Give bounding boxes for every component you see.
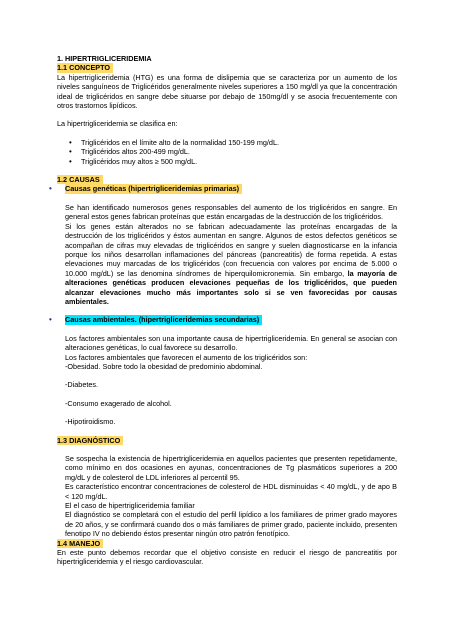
causas-heading: 1.2 CAUSAS (57, 175, 103, 184)
ambientales-paragraph-2: Los factores ambientales que favorecen el aumento de los triglicéridos son: (65, 352, 308, 362)
geneticas-paragraph-2-bold: la mayoría de alteraciones genéticas producen elevaciones pequeñas de los triglicéridos, que pueden alcanzar elevaciones mucho más importantes solo si se ven favorecidas por causas ambientales. (65, 268, 397, 306)
list-item: -Obesidad. Sobre todo la obesidad de predominio abdominal. (65, 361, 263, 371)
geneticas-paragraph-1: Se han identificado numerosos genes responsables del aumento de los triglicéridos en sangre. En general estos genes fabrican proteínas que están encargadas de la destrucción de los triglicéridos. (65, 202, 397, 222)
bullet-icon: • (49, 184, 52, 194)
document-body (49, 54, 397, 567)
list-item: -Hipotiroidismo. (65, 417, 116, 427)
list-item: • Triglicéridos en el límite alto de la normalidad 150-199 mg/dL. (81, 138, 397, 147)
diagnostico-paragraph-2: Es característico encontrar concentraciones de colesterol de HDL disminuidas < 40 mg/dL, y de apo B < 120 mg/dL. (65, 482, 397, 501)
manejo-heading: 1.4 MANEJO (57, 539, 103, 548)
ambientales-bullet (49, 315, 397, 325)
diagnostico-paragraph-3: El el caso de hipertrigliceridemia familiar (65, 501, 195, 511)
concepto-heading: 1.1 CONCEPTO (57, 63, 113, 72)
geneticas-paragraph-2 (65, 222, 397, 307)
diagnostico-paragraph-4: El diagnóstico se completará con el estudio del perfil lipídico a los familiares de primer grado mayores de 20 años, y se confirmará cuando dos o más familiares de primer grado, paciente incluido, presenten fenotipo IV no debiendo éstos presentar ningún otro patrón fenotípico. (65, 510, 397, 539)
clasifica-intro: La hipertrigliceridemia se clasifica en: (57, 119, 178, 129)
geneticas-label: Causas genéticas (hipertrigliceridemias primarias) (65, 184, 242, 193)
geneticas-paragraph-2-text: Si los genes están alterados no se fabrican adecuadamente las proteínas encargadas de la destrucción de los triglicéridos y éstos aumentan en sangre. Algunos de estos defectos genéticos se acompañan de cifras muy elevadas de triglicéridos en sangre y suelen diagnosticarse en la infancia porque los niños desarrollan inflamaciones del páncreas (pancreatitis) de forma repetida. A estas elevaciones muy marcadas de los triglicéridos (con frecuencia con valores por encima de 5.000 o 10.000 mg/dL) se las denomina síndromes de hiperquilomicronemia. Sin embargo, (65, 221, 397, 278)
list-item: -Diabetes. (65, 380, 99, 390)
geneticas-bullet (49, 184, 397, 194)
diagnostico-paragraph-1: Se sospecha la existencia de hipertrigliceridemia en aquellos pacientes que presenten repetidamente, como mínimo en dos ocasiones en ayunas, concentraciones de Tg plasmáticos superiores a 200 mg/dL y de colesterol de LDL inferiores al percentil 95. (65, 454, 397, 482)
list-item: • Triglicéridos altos 200-499 mg/dL. (81, 147, 397, 156)
list-item: • Triglicéridos muy altos ≥ 500 mg/dL. (81, 157, 397, 166)
list-item: -Consumo exagerado de alcohol. (65, 398, 172, 408)
bullet-icon: • (49, 315, 52, 325)
manejo-paragraph: En este punto debemos recordar que el objetivo consiste en reducir el riesgo de pancreatitis por hipertrigliceridemia y el riesgo cardiovascular. (57, 548, 397, 567)
ambientales-paragraph-1: Los factores ambientales son una importante causa de hipertrigliceridemia. En general se asocian con alteraciones genéticas, lo cual favorece su desarrollo. (65, 333, 397, 353)
concepto-paragraph: La hipertrigliceridemia (HTG) es una forma de dislipemia que se caracteriza por un aumento de los niveles sanguíneos de Triglicéridos generalmente niveles superiores a 150 mg/dl ya que la concentración ideal de triglicéridos en sangre debe situarse por debajo de 150mg/dl y se asocia frecuentemente con otros trastornos lipídicos. (57, 72, 397, 111)
section-title: 1. HIPERTRIGLICERIDEMIA (57, 54, 152, 63)
clasifica-list (57, 138, 397, 166)
ambientales-label: Causas ambientales. (hipertrigliceridemias secundarias) (65, 315, 262, 324)
diagnostico-heading: 1.3 DIAGNÓSTICO (57, 436, 123, 445)
